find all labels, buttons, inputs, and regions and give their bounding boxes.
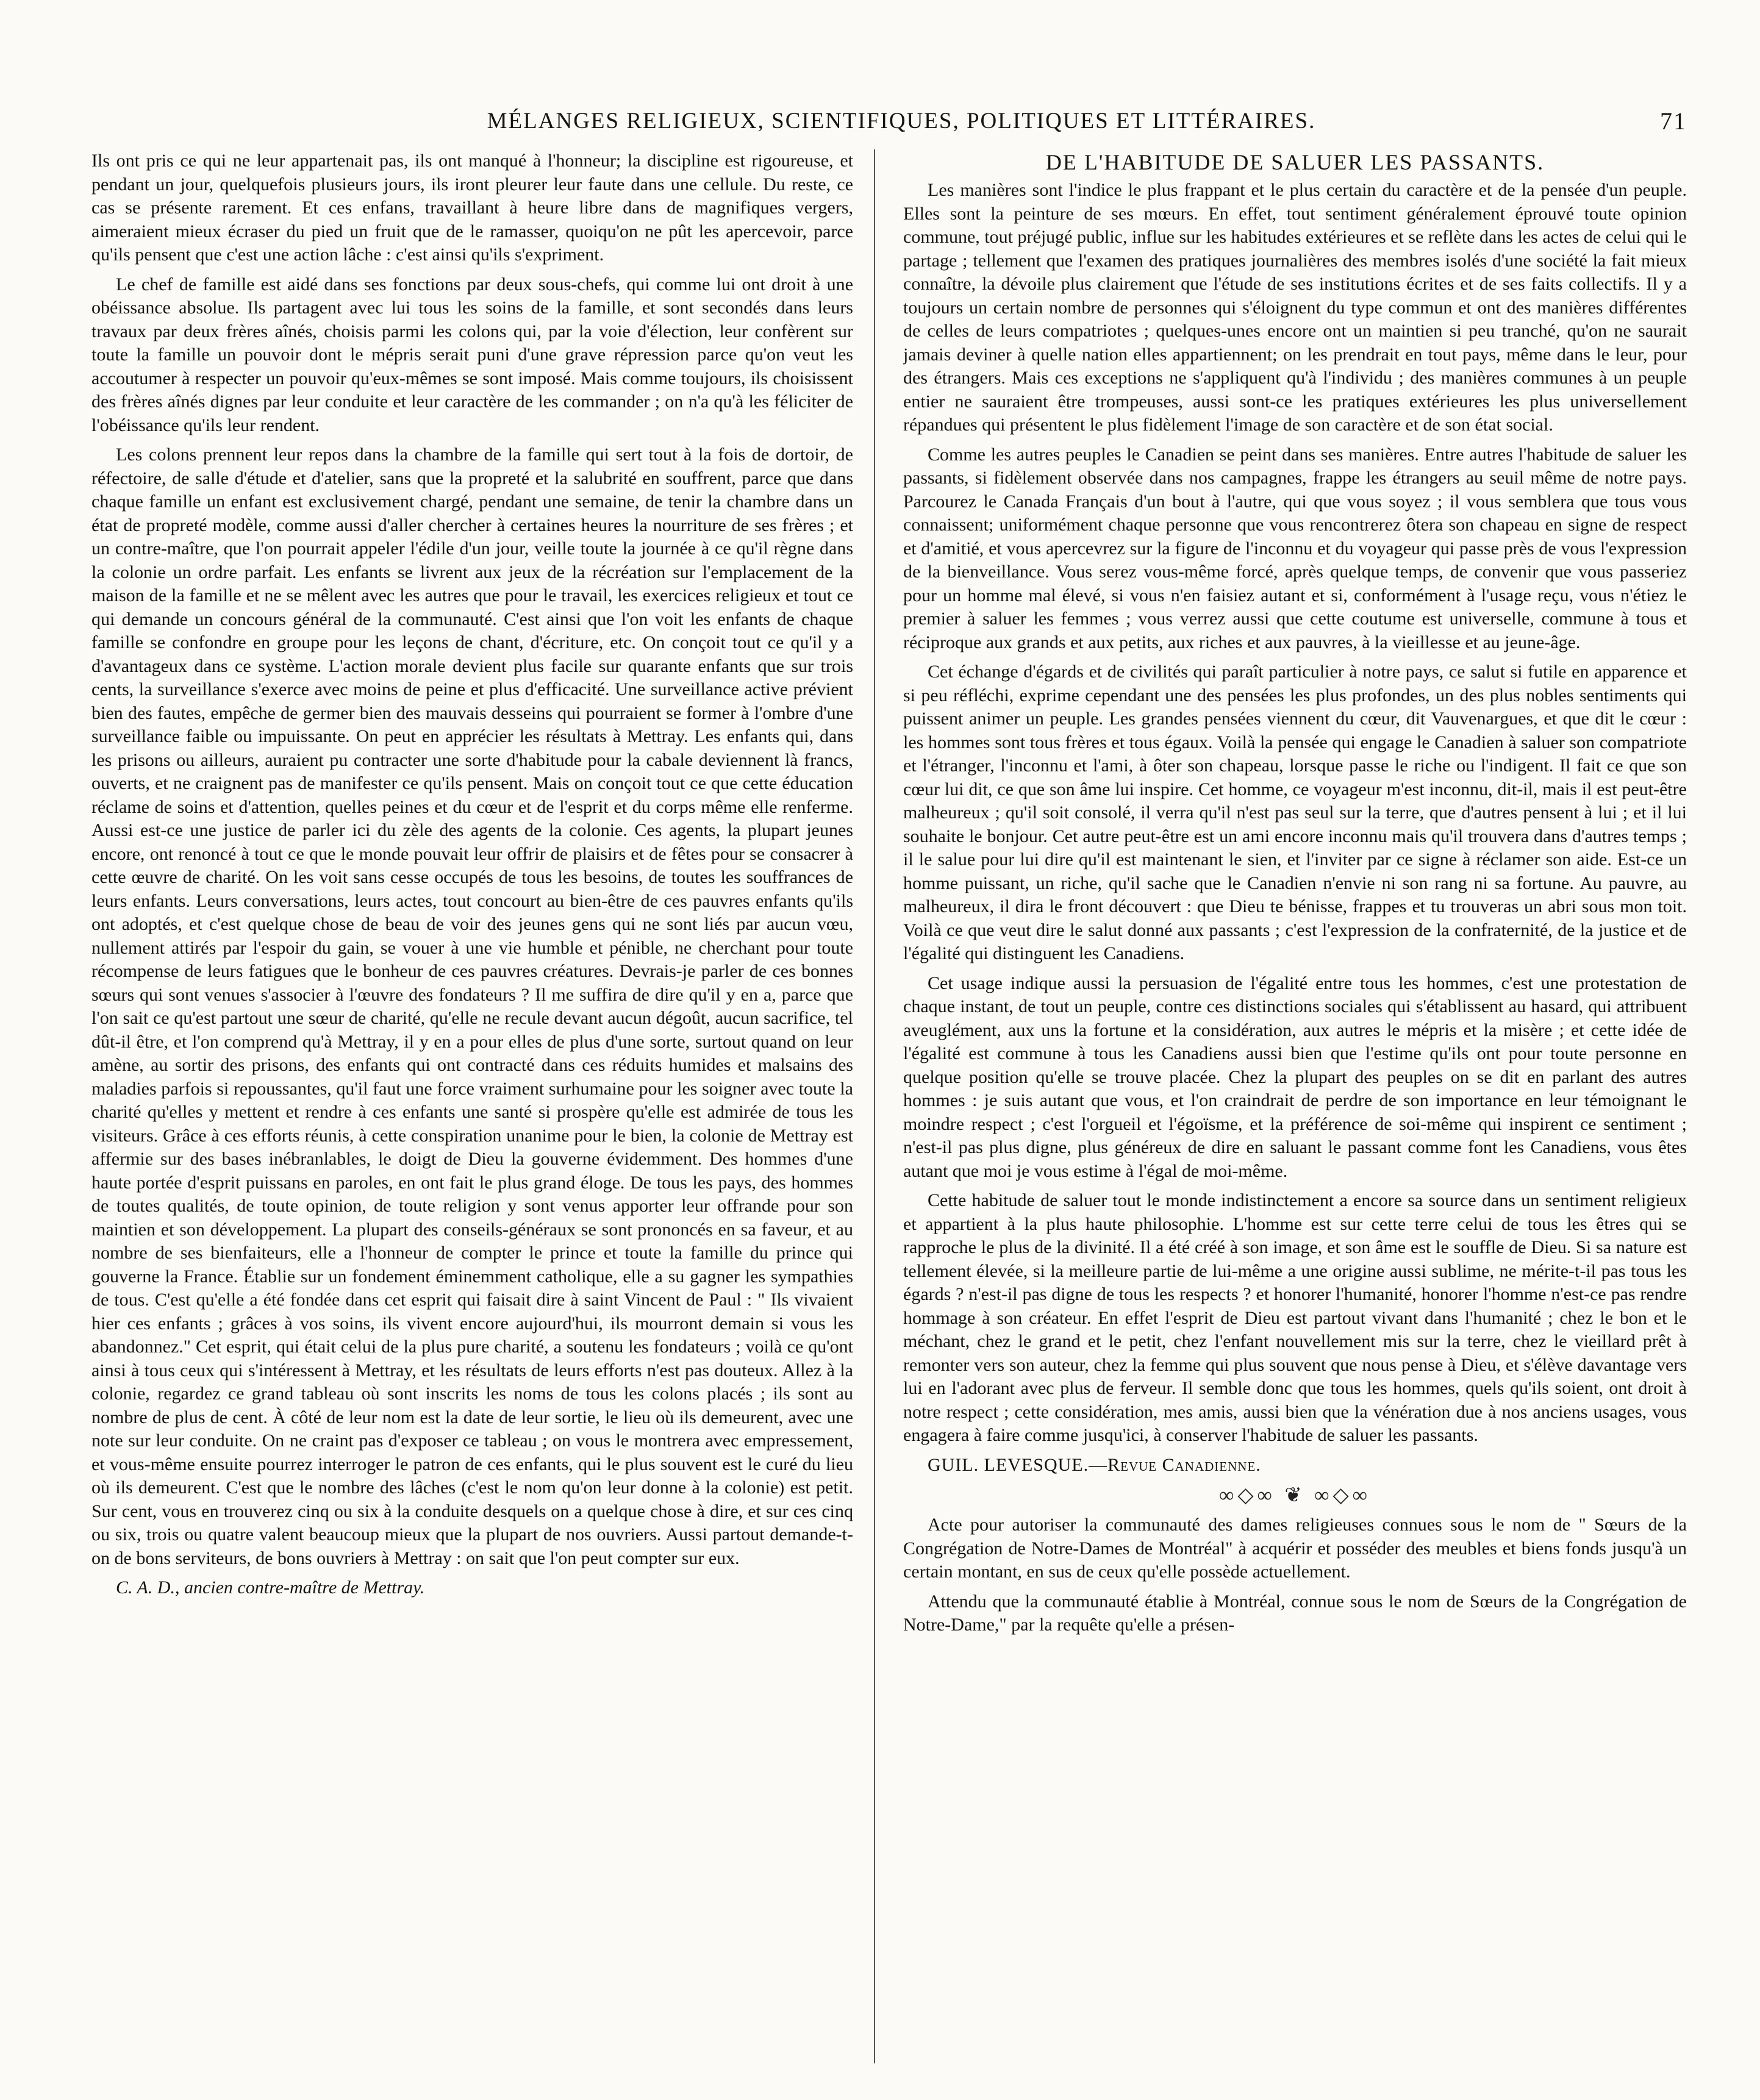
left-paragraph-2: Le chef de famille est aidé dans ses fonctions par deux sous-chefs, qui comme lui ont droit à une obéissance absolue. Ils partagent avec lui tous les soins de la famille, et sont secondés dans leurs travaux par deux frères aînés, choisis parmi les colons qui, par la voie d'élection, leur confèrent sur toute la famille un pouvoir dont le mépris serait puni d'une grave répression parce qu'on veut les accoutumer à respecter un pouvoir qu'eux-mêmes se sont imposé. Mais comme toujours, ils choisissent des frères aînés dignes par leur conduite et leur caractère de les commander ; on n'a qu'à les féliciter de l'obéissance qu'ils leur rendent. <box>91 274 853 435</box>
two-column-body <box>91 149 1687 2063</box>
page-number: 71 <box>1660 107 1687 135</box>
right-paragraph-2: Comme les autres peuples le Canadien se peint dans ses manières. Entre autres l'habitude de saluer les passants, si fidèlement observée dans nos campagnes, frappe les étrangers au seuil même de notre pays. Parcourez le Canada Français d'un bout à l'autre, qui que vous soyez ; il vous semblera que tous vous connaissent; uniformément chaque personne que vous rencontrerez ôtera son chapeau en signe de respect et d'amitié, et vous apercevrez sur la figure de l'inconnu et du voyageur qui passe près de vous l'expression de la bienveillance. Vous serez vous-même forcé, après quelque temps, de convenir que vous passeriez pour un homme mal élevé, si vous n'en faisiez autant et si, conformément à l'usage reçu, vous n'étiez le premier à saluer les femmes ; vous verrez aussi que cette coutume est universelle, commune à tous et réciproque aux grands et aux petits, aux riches et aux pauvres, à la vieillesse et au jeune-âge. <box>903 444 1687 652</box>
left-paragraph-3: Les colons prennent leur repos dans la chambre de la famille qui sert tout à la fois de dortoir, de réfectoire, de salle d'étude et d'atelier, sans que la propreté et la salubrité en souffrent, parce que dans chaque famille un enfant est exclusivement chargé, pendant une semaine, de tenir la chambre dans un état de propreté modèle, comme aussi d'aller chercher à certaines heures la nourriture de ses frères ; et un contre-maître, que l'on pourrait appeler l'édile d'un jour, veille toute la journée à ce qu'il règne dans la colonie un ordre parfait. Les enfants se livrent aux jeux de la récréation sur l'emplacement de la maison de la famille et ne se mêlent avec les autres que pour le travail, les exercices religieux et tout ce qui demande un concours général de la communauté. C'est ainsi que l'on voit les enfants de chaque famille se confondre en groupe pour les leçons de chant, d'écriture, etc. On conçoit tout ce qu'il y a d'avantageux dans ce système. L'action morale devient plus facile sur quarante enfants que sur trois cents, la surveillance s'exerce avec moins de peine et plus d'efficacité. Une surveillance active prévient bien des fautes, empêche de germer bien des mauvais desseins qui pourraient se former à l'ombre d'une surveillance faible ou impuissante. On peut en apprécier les résultats à Mettray. Les enfants qui, dans les prisons ou ailleurs, auraient pu contracter une sorte d'habitude pour la cabale deviennent là francs, ouverts, et ne craignent pas de manifester ce qu'ils pensent. Mais on conçoit tout ce que cette éducation réclame de soins et d'attention, quelles peines et du cœur et de l'esprit et du corps même elle renferme. Aussi est-ce une justice de parler ici du zèle des agents de la colonie. Ces agents, la plupart jeunes encore, ont renoncé à tout ce que le monde pouvait leur offrir de plaisirs et de fêtes pour se consacrer à cette œuvre de charité. On les voit sans cesse occupés de tous les besoins, de toutes les souffrances de leurs enfants. Leurs conversations, leurs actes, tout concourt au bien-être de ces pauvres enfants qu'ils ont adoptés, et c'est quelque chose de beau de voir des jeunes gens qui ne sont liés par aucun vœu, nullement attirés par l'espoir du gain, se vouer à une vie humble et pénible, ne cherchant pour toute récompense de leurs fatigues que le bonheur de ces pauvres créatures. Devrais-je parler de ces bonnes sœurs qui sont venues s'associer à l'œuvre des fondateurs ? Il me suffira de dire qu'il y en a, parce que l'on sait ce qu'est partout une sœur de charité, qu'elle ne recule devant aucun dégoût, aucun sacrifice, tel dût-il être, et l'on comprend qu'à Mettray, il y en a pour elles de plus d'une sorte, surtout quand on leur amène, au sortir des prisons, des enfants qui ont contracté dans ces réduits humides et malsains des maladies parfois si repoussantes, qu'il faut une force vraiment surhumaine pour les soigner avec toute la charité qu'elles y mettent et rendre à ces enfants une santé si prospère qu'elle est admirée de tous les visiteurs. Grâce à ces efforts réunis, à cette conspiration unanime pour le bien, la colonie de Mettray est affermie sur des bases inébranlables, le doigt de Dieu la gouverne évidemment. Des hommes d'une haute portée d'esprit puissans en paroles, en ont fait le plus grand éloge. De tous les pays, des hommes de toutes qualités, de toute opinion, de toute religion y sont venus apporter leur offrande pour son maintien et son développement. La plupart des conseils-généraux se sont prononcés en sa faveur, et au nombre de ses bienfaiteurs, elle a l'honneur de compter le prince et toute la famille du prince qui gouverne la France. Établie sur un fondement éminemment catholique, elle a su gagner les sympathies de tous. C'est qu'elle a été fondée dans cet esprit qui faisait dire à saint Vincent de Paul : " Ils vivaient hier ces enfants ; grâces à vos soins, ils vivent encore aujourd'hui, ils mourront demain si vous les abandonnez." Cet esprit, qui était celui de la plus pure charité, a soutenu les fondateurs ; voilà ce qu'ont ainsi à tous ceux qui s'intéressent à Mettray, et les résultats de leurs efforts n'est pas douteux. Allez à la colonie, regardez ce grand tableau où sont inscrits les noms de tous les colons placés ; ils sont au nombre de plus de cent. À côté de leur nom est la date de leur sortie, le lieu où ils demeurent, avec une note sur leur conduite. On ne craint pas d'exposer ce tableau ; on vous le montrera avec empressement, et vous-même ensuite pourrez interroger le patron de ces enfants, qui le plus souvent est le curé du lieu où ils demeurent. C'est que le nombre des lâches (c'est le nom qu'on leur donne à la colonie) est petit. Sur cent, vous en trouverez cinq ou six à la conduite desquels on a quelque chose à dire, et sur ces cinq ou six, trois ou quatre valent beaucoup mieux que la plupart de nos ouvriers. Aussi partout demande-t-on de bons serviteurs, de bons ouvriers à Mettray : on sait que l'on peut compter sur eux. <box>91 445 853 1568</box>
right-signature <box>903 1454 1687 1477</box>
right-paragraph-5: Cette habitude de saluer tout le monde indistinctement a encore sa source dans un sentiment religieux et appartient à la plus haute philosophie. L'homme est sur cette terre celui de tous les êtres qui se rapproche le plus de la divinité. Il a été créé à son image, et son âme est le souffle de Dieu. Si sa nature est tellement élevée, si la meilleure partie de lui-même a une origine aussi sublime, ne mérite-t-il pas tous les égards ? n'est-il pas digne de tous les respects ? et honorer l'humanité, honorer l'homme n'est-ce pas rendre hommage à son créateur. En effet l'esprit de Dieu est partout vivant dans l'humanité ; chez le bon et le méchant, chez le grand et le petit, chez l'enfant nouvellement mis sur la terre, chez le vieillard prêt à remonter vers son auteur, chez la femme qui plus souvent que nous pense à Dieu, et s'élève davantage vers lui en l'adorant avec plus de ferveur. Il semble donc que tous les hommes, quels qu'ils soient, ont droit à notre respect ; cette considération, mes amis, aussi bien que la vénération due à nos anciens usages, vous engagera à faire comme jusqu'ici, à conserver l'habitude de saluer les passants. <box>903 1190 1687 1445</box>
act-body-paragraph: Attendu que la communauté établie à Montréal, connue sous le nom de Sœurs de la Congrégation de Notre-Dame," par la requête qu'elle a présen- <box>903 1591 1687 1635</box>
left-column <box>91 149 875 2063</box>
right-paragraph-1: Les manières sont l'indice le plus frappant et le plus certain du caractère et de la pensée d'un peuple. Elles sont la peinture de ses mœurs. En effet, tout sentiment généralement éprouvé toute opinion commune, tout préjugé public, influe sur les habitudes extérieures et se reflète dans les actes de celui qui le partage ; tellement que l'examen des pratiques journalières des membres isolés d'une société la fait mieux connaître, la dévoile plus clairement que l'étude de ses institutions écrites et de ses faits collectifs. Il y a toujours un certain nombre de personnes qui s'éloignent du type commun et ont des manières différentes de celles de leurs compatriotes ; quelques-unes encore ont un maintien si peu tranché, qu'on ne saurait jamais deviner à quelle nation elles appartiennent; on les prendrait en tout pays, même dans le leur, pour des étrangers. Mais ces exceptions ne s'appliquent qu'à l'individu ; des manières communes à un peuple entier ne sauraient être trompeuses, aussi sont-ce les pratiques extérieures les plus universellement répandues qui présentent le plus fidèlement l'image de son caractère et de son état social. <box>903 180 1687 435</box>
right-column <box>903 149 1687 2063</box>
act-title-paragraph: Acte pour autoriser la communauté des dames religieuses connues sous le nom de " Sœurs de la Congrégation de Notre-Dames de Montréal" à acquérir et posséder des meubles et biens fonds jusqu'à un certain montant, en sus de ceux qu'elle possède actuellement. <box>903 1515 1687 1582</box>
article-title: DE L'HABITUDE DE SALUER LES PASSANTS. <box>1045 150 1545 174</box>
right-paragraph-4: Cet usage indique aussi la persuasion de l'égalité entre tous les hommes, c'est une protestation de chaque instant, de tout un peuple, contre ces distinctions sociales qui s'établissent au hasard, qui attribuent aveuglément, aux uns la fortune et la considération, aux autres le mépris et la misère ; et cette idée de l'égalité est commune à tous les Canadiens aussi bien que l'estime qu'ils ont pour toute personne en quelque position qu'elle se trouve placée. Chez la plupart des peuples on se dit en parlant des autres hommes : je suis autant que vous, et l'on craindrait de perdre de son importance en leur témoignant le moindre respect ; c'est l'orgueil et l'égoïsme, et la préférence de soi-même qui inspirent ce sentiment ; n'est-il pas plus digne, plus généreux de dire en saluant le passant comme font les Canadiens, vous êtes autant que moi je vous estime à l'égal de moi-même. <box>903 973 1687 1181</box>
left-signature <box>91 1576 853 1600</box>
right-signature-text: GUIL. LEVESQUE.—Revue Canadienne. <box>928 1454 1261 1475</box>
running-head <box>91 102 1687 139</box>
ornament-divider: ∞◇∞ ❦ ∞◇∞ <box>1219 1484 1371 1507</box>
running-title: MÉLANGES RELIGIEUX, SCIENTIFIQUES, POLITIQUES ET LITTÉRAIRES. <box>487 108 1316 134</box>
right-paragraph-3: Cet échange d'égards et de civilités qui paraît particulier à notre pays, ce salut si futile en apparence et si peu réfléchi, exprime cependant une des pensées les plus profondes, un des plus nobles sentiments qui puissent animer un peuple. Les grandes pensées viennent du cœur, dit Vauvenargues, et que dit le cœur : les hommes sont tous frères et tous égaux. Voilà la pensée qui engage le Canadien à saluer son compatriote et l'étranger, l'inconnu et l'ami, à ôter son chapeau, lorsque passe le riche ou l'indigent. Il fait ce que son cœur lui dit, ce que son âme lui inspire. Cet homme, ce voyageur m'est inconnu, dit-il, mais il est peut-être malheureux ; qu'il soit consolé, il verra qu'il n'est pas seul sur la terre, que d'autres pensent à lui ; et il lui souhaite le bonjour. Cet autre peut-être est un ami encore inconnu mais qu'il trouvera dans d'autres temps ; il le salue pour lui dire qu'il est maintenant le sien, et l'inviter par ce signe à réclamer son aide. Est-ce un homme puissant, un riche, qu'il sache que le Canadien n'envie ni son rang ni sa fortune. Au pauvre, au malheureux, il dira le front découvert : que Dieu te bénisse, frappes et tu trouveras un abri sous mon toit. Voilà ce que veut dire le salut donné aux passants ; c'est l'expression de la confraternité, de la justice et de l'égalité qui distinguent les Canadiens. <box>903 662 1687 963</box>
left-signature-text: C. A. D., ancien contre-maître de Mettray. <box>116 1577 425 1598</box>
left-paragraph-1: Ils ont pris ce qui ne leur appartenait pas, ils ont manqué à l'honneur; la discipline est rigoureuse, et pendant un jour, quelquefois plusieurs jours, ils iront pleurer leur faute dans une cellule. Du reste, ce cas se présente rarement. Et ces enfans, travaillant à heure libre dans de magnifiques vergers, aimeraient mieux écraser du pied un fruit que de le ramasser, quoiqu'on ne pût les apercevoir, parce qu'ils pensent que c'est une action lâche : c'est ainsi qu'ils s'expriment. <box>91 151 853 265</box>
